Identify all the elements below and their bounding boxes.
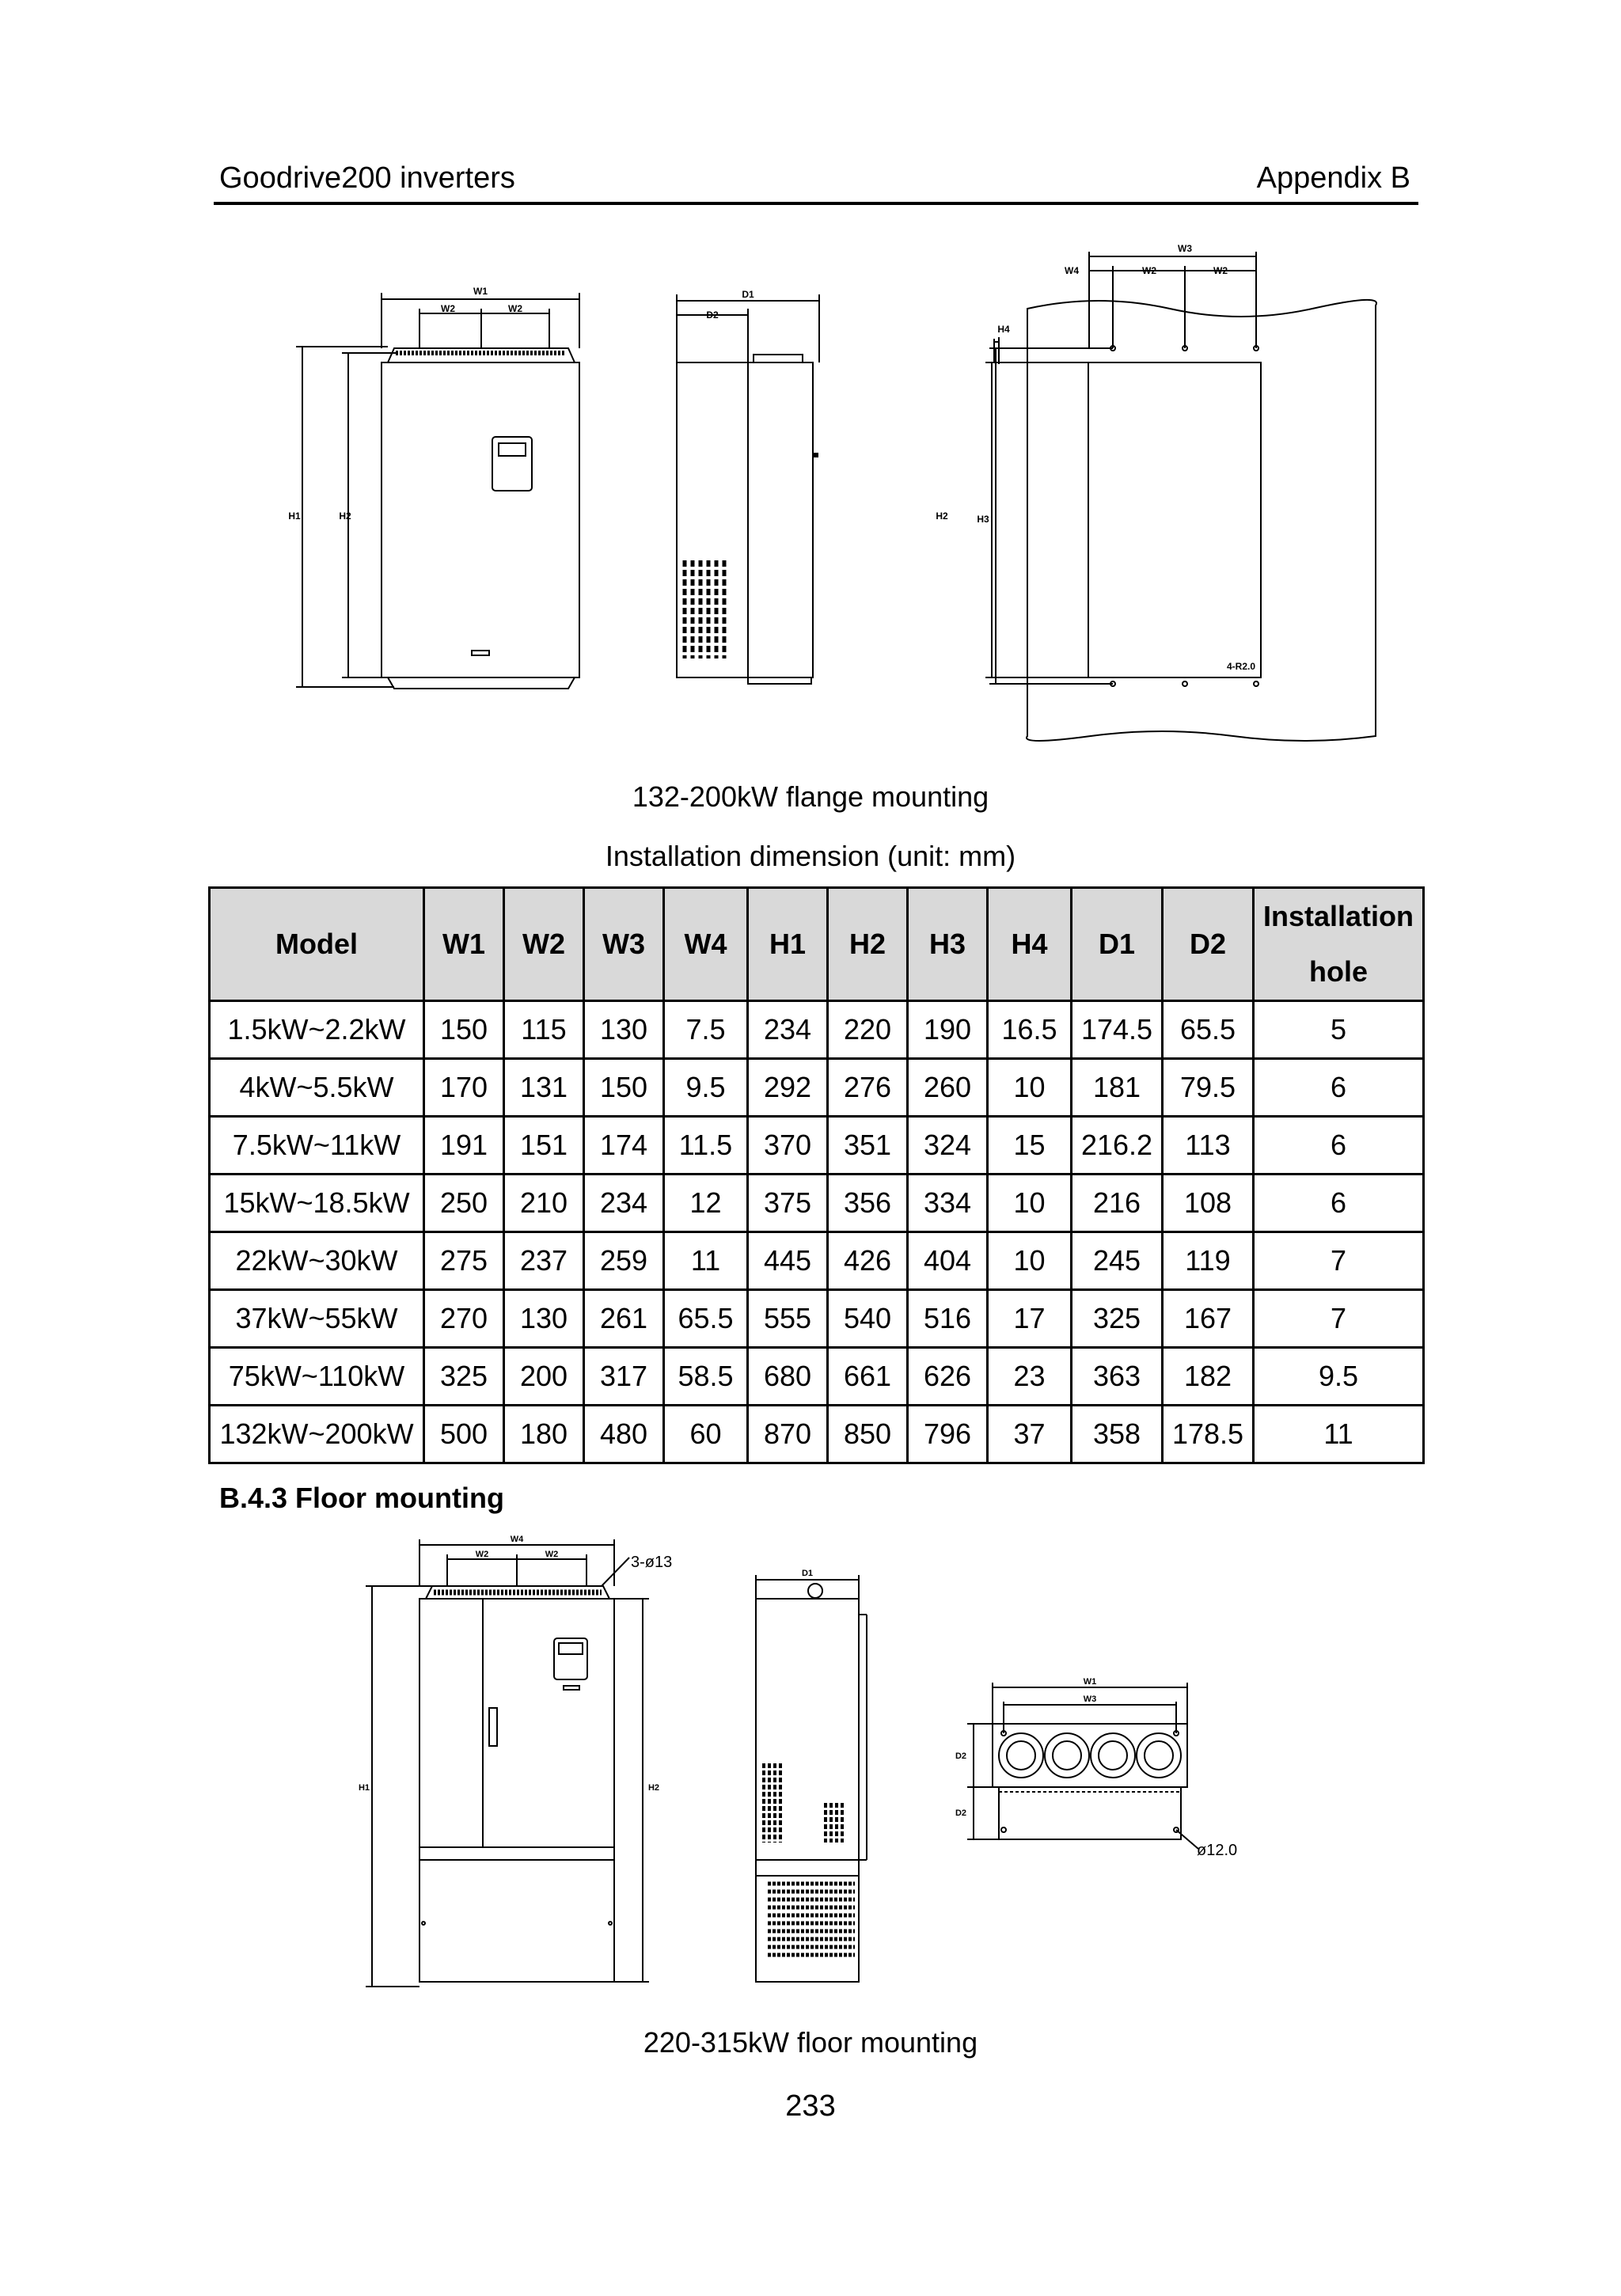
table-cell: 181	[1072, 1059, 1163, 1117]
table-cell: 210	[504, 1175, 584, 1232]
table-body	[210, 1001, 1424, 1463]
table-cell: 351	[828, 1117, 908, 1175]
header-w2: W2	[504, 888, 584, 1001]
label-w2-c: W2	[1142, 265, 1156, 276]
table-cell: 16.5	[988, 1001, 1072, 1059]
table-cell: 276	[828, 1059, 908, 1117]
table-cell: 259	[584, 1232, 664, 1290]
table-cell: 334	[908, 1175, 988, 1232]
table-cell: 7.5kW~11kW	[210, 1117, 424, 1175]
table-cell: 17	[988, 1290, 1072, 1348]
table-row	[210, 1001, 1424, 1059]
header-rule	[214, 202, 1418, 205]
table-cell: 375	[748, 1175, 828, 1232]
table-cell: 5	[1254, 1001, 1424, 1059]
label-radius: 4-R2.0	[1226, 661, 1256, 672]
table-row	[210, 1175, 1424, 1232]
table-cell: 178.5	[1163, 1406, 1254, 1463]
label-h1: H1	[288, 510, 301, 522]
table-cell: 130	[504, 1290, 584, 1348]
table-cell: 132kW~200kW	[210, 1406, 424, 1463]
header-w4: W4	[664, 888, 748, 1001]
table-row	[210, 1059, 1424, 1117]
table-cell: 626	[908, 1348, 988, 1406]
table-cell: 115	[504, 1001, 584, 1059]
label-d2-floor-a: D2	[955, 1751, 967, 1761]
table-cell: 6	[1254, 1117, 1424, 1175]
header-h4: H4	[988, 888, 1072, 1001]
label-h1-floor: H1	[358, 1783, 370, 1793]
table-row	[210, 1290, 1424, 1348]
table-cell: 9.5	[1254, 1348, 1424, 1406]
table-row	[210, 1348, 1424, 1406]
label-w2-b: W2	[508, 303, 522, 314]
page-number: 233	[785, 2089, 836, 2123]
label-hole-12: ø12.0	[1197, 1842, 1238, 1859]
table-cell: 113	[1163, 1117, 1254, 1175]
table-cell: 131	[504, 1059, 584, 1117]
label-h2: H2	[339, 510, 351, 522]
header-installation-hole	[1254, 888, 1424, 1001]
table-cell: 174	[584, 1117, 664, 1175]
table-cell: 11.5	[664, 1117, 748, 1175]
table-cell: 4kW~5.5kW	[210, 1059, 424, 1117]
table-cell: 108	[1163, 1175, 1254, 1232]
table-cell: 516	[908, 1290, 988, 1348]
table-cell: 260	[908, 1059, 988, 1117]
table-cell: 325	[424, 1348, 504, 1406]
label-d1: D1	[742, 289, 754, 300]
table-cell: 180	[504, 1406, 584, 1463]
table-cell: 150	[424, 1001, 504, 1059]
table-cell: 37kW~55kW	[210, 1290, 424, 1348]
table-cell: 261	[584, 1290, 664, 1348]
label-w4: W4	[1065, 265, 1079, 276]
table-cell: 79.5	[1163, 1059, 1254, 1117]
table-cell: 174.5	[1072, 1001, 1163, 1059]
table-cell: 191	[424, 1117, 504, 1175]
table-cell: 119	[1163, 1232, 1254, 1290]
table-cell: 65.5	[664, 1290, 748, 1348]
table-header-row	[210, 888, 1424, 1001]
table-cell: 540	[828, 1290, 908, 1348]
header-w1: W1	[424, 888, 504, 1001]
table-row	[210, 1406, 1424, 1463]
table-cell: 151	[504, 1117, 584, 1175]
table-cell: 11	[1254, 1406, 1424, 1463]
table-cell: 555	[748, 1290, 828, 1348]
label-w2-d: W2	[1213, 265, 1228, 276]
table-cell: 23	[988, 1348, 1072, 1406]
table-cell: 12	[664, 1175, 748, 1232]
table-cell: 870	[748, 1406, 828, 1463]
table-cell: 445	[748, 1232, 828, 1290]
table-cell: 10	[988, 1059, 1072, 1117]
table-cell: 37	[988, 1406, 1072, 1463]
label-h2-b: H2	[936, 510, 948, 522]
header-h3: H3	[908, 888, 988, 1001]
table-cell: 358	[1072, 1406, 1163, 1463]
table-row	[210, 1232, 1424, 1290]
table-cell: 150	[584, 1059, 664, 1117]
table-cell: 15	[988, 1117, 1072, 1175]
table-cell: 245	[1072, 1232, 1163, 1290]
table-cell: 480	[584, 1406, 664, 1463]
table-cell: 1.5kW~2.2kW	[210, 1001, 424, 1059]
table-cell: 7	[1254, 1232, 1424, 1290]
table-cell: 6	[1254, 1175, 1424, 1232]
label-w3: W3	[1178, 243, 1192, 254]
label-w2-a: W2	[441, 303, 455, 314]
table-cell: 182	[1163, 1348, 1254, 1406]
table-cell: 220	[828, 1001, 908, 1059]
header-d1: D1	[1072, 888, 1163, 1001]
table-cell: 234	[748, 1001, 828, 1059]
table-cell: 6	[1254, 1059, 1424, 1117]
label-w2-floor-b: W2	[545, 1550, 559, 1559]
header-d2: D2	[1163, 888, 1254, 1001]
table-cell: 10	[988, 1175, 1072, 1232]
table-cell: 275	[424, 1232, 504, 1290]
table-row	[210, 1117, 1424, 1175]
table-cell: 10	[988, 1232, 1072, 1290]
table-cell: 130	[584, 1001, 664, 1059]
table-cell: 356	[828, 1175, 908, 1232]
table-cell: 292	[748, 1059, 828, 1117]
table-cell: 661	[828, 1348, 908, 1406]
table-cell: 324	[908, 1117, 988, 1175]
label-w3-floor: W3	[1083, 1694, 1097, 1704]
table-caption: Installation dimension (unit: mm)	[605, 840, 1016, 872]
flange-mounting-drawing	[0, 222, 1621, 744]
table-cell: 7.5	[664, 1001, 748, 1059]
installation-dimension-table	[208, 886, 1425, 1464]
table-cell: 190	[908, 1001, 988, 1059]
table-cell: 22kW~30kW	[210, 1232, 424, 1290]
table-cell: 325	[1072, 1290, 1163, 1348]
table-cell: 9.5	[664, 1059, 748, 1117]
table-cell: 370	[748, 1117, 828, 1175]
label-w2-floor-a: W2	[475, 1550, 489, 1559]
table-cell: 58.5	[664, 1348, 748, 1406]
label-d2: D2	[706, 309, 719, 321]
header-h2: H2	[828, 888, 908, 1001]
table-cell: 15kW~18.5kW	[210, 1175, 424, 1232]
label-h4: H4	[997, 324, 1010, 335]
table-cell: 426	[828, 1232, 908, 1290]
table-cell: 680	[748, 1348, 828, 1406]
table-cell: 317	[584, 1348, 664, 1406]
label-d2-floor-b: D2	[955, 1808, 967, 1818]
section-title: B.4.3 Floor mounting	[219, 1482, 504, 1514]
table-cell: 500	[424, 1406, 504, 1463]
table-cell: 11	[664, 1232, 748, 1290]
header-section: Appendix B	[1256, 161, 1410, 195]
table-cell: 200	[504, 1348, 584, 1406]
header-w3: W3	[584, 888, 664, 1001]
table-cell: 363	[1072, 1348, 1163, 1406]
table-cell: 65.5	[1163, 1001, 1254, 1059]
header-hole-line1: Installation	[1262, 900, 1414, 932]
table-cell: 796	[908, 1406, 988, 1463]
table-cell: 167	[1163, 1290, 1254, 1348]
header-h1: H1	[748, 888, 828, 1001]
figure2-caption: 220-315kW floor mounting	[643, 2026, 978, 2059]
table-cell: 170	[424, 1059, 504, 1117]
label-h3: H3	[977, 514, 989, 525]
table-cell: 7	[1254, 1290, 1424, 1348]
label-d1-floor: D1	[801, 1569, 814, 1578]
table-cell: 850	[828, 1406, 908, 1463]
table-cell: 234	[584, 1175, 664, 1232]
label-w4-floor: W4	[510, 1535, 524, 1544]
table-cell: 216	[1072, 1175, 1163, 1232]
table-cell: 216.2	[1072, 1117, 1163, 1175]
label-h2-floor: H2	[647, 1783, 660, 1793]
label-w1: W1	[473, 286, 488, 297]
table-cell: 404	[908, 1232, 988, 1290]
table-cell: 75kW~110kW	[210, 1348, 424, 1406]
label-holes-13: 3-ø13	[631, 1554, 673, 1571]
table-cell: 237	[504, 1232, 584, 1290]
floor-mounting-drawing	[0, 1528, 1621, 2002]
table-cell: 270	[424, 1290, 504, 1348]
table-cell: 250	[424, 1175, 504, 1232]
table-cell: 60	[664, 1406, 748, 1463]
figure1-caption: 132-200kW flange mounting	[632, 780, 989, 813]
header-title: Goodrive200 inverters	[219, 161, 515, 195]
label-w1-floor: W1	[1083, 1677, 1097, 1687]
header-model: Model	[210, 888, 424, 1001]
header-hole-line2: hole	[1308, 955, 1368, 988]
